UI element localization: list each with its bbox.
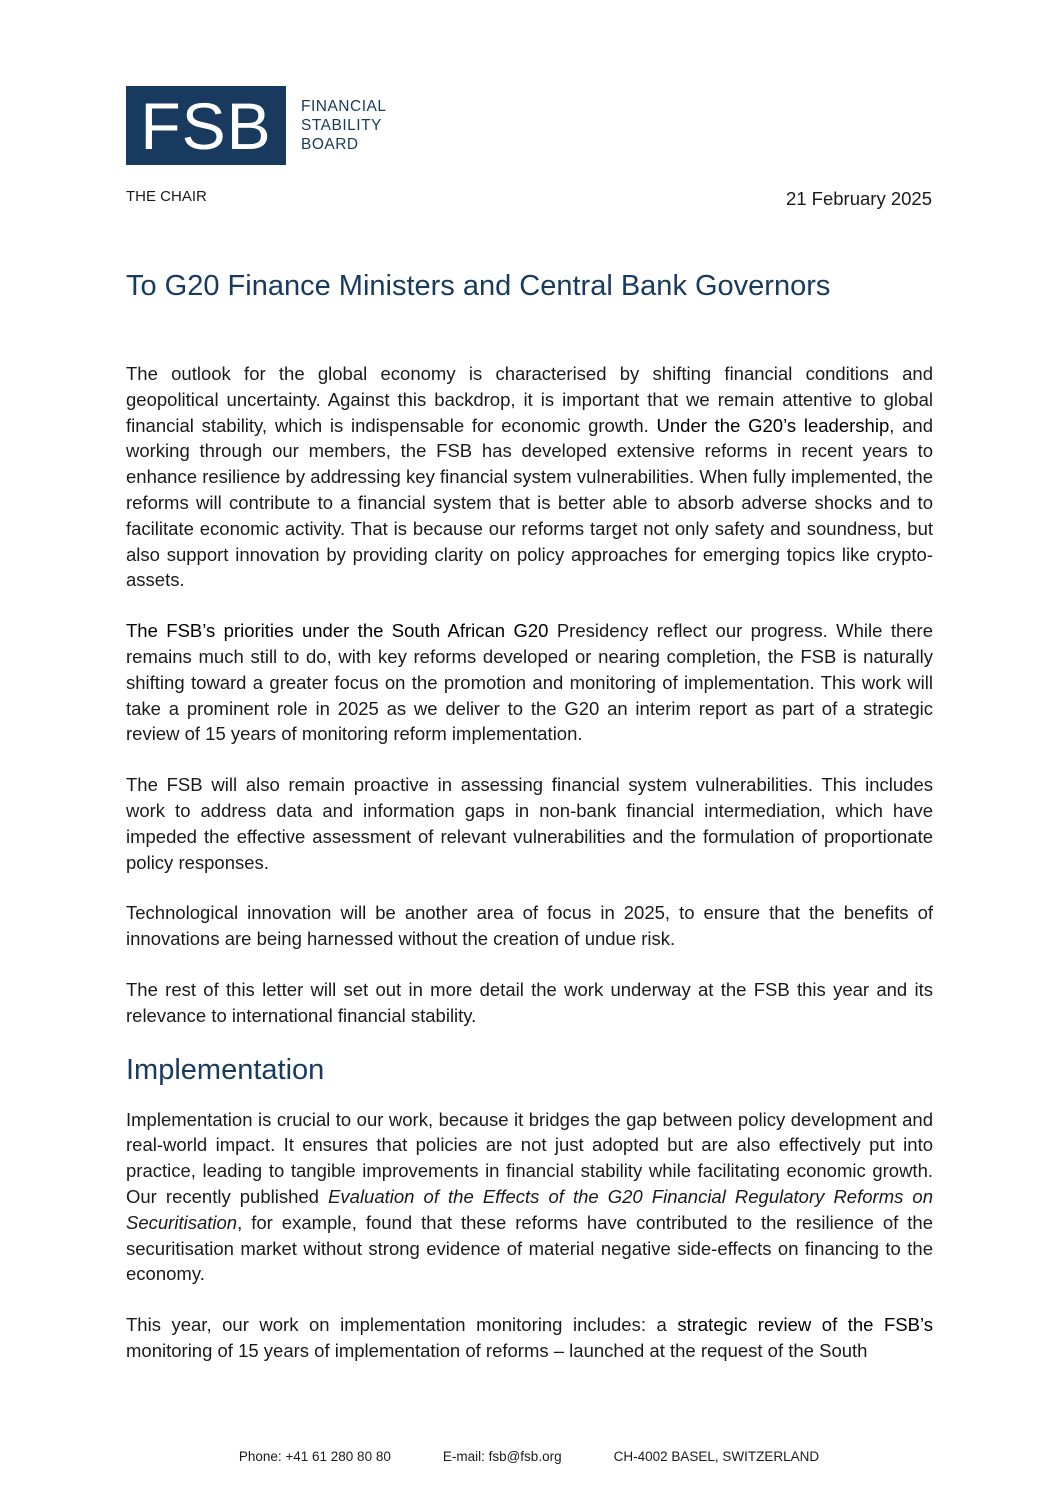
fsb-priorities-link[interactable]: The FSB’s priorities under the South African G20 (126, 620, 549, 642)
fsb-logo (126, 86, 386, 165)
paragraph-monitoring (126, 1312, 933, 1364)
footer-email[interactable]: E-mail: fsb@fsb.org (442, 1449, 562, 1464)
paragraph-text: The outlook for the global economy is characterised by shifting financial conditions and geopolitical uncertainty. Against this backdrop, it is important that we remain attentive to global financial stability, which is indispensable for economic growth. (126, 363, 933, 436)
paragraph-text: Presidency reflect our progress. While there remains much still to do, with key reforms developed or nearing completion, the FSB is naturally shifting toward a greater focus on the promotion and monitoring of implementation. This work will take a prominent role in 2025 as we deliver to the G20 an interim report as part of a strategic review of 15 years of monitoring reform implementation. (126, 620, 933, 745)
paragraph-text: monitoring of 15 years of implementation of reforms – launched at the request of the South (126, 1339, 868, 1361)
logo-line-1: FINANCIAL (301, 98, 387, 115)
letter-date: 21 February 2025 (785, 188, 932, 209)
g20-leadership-link[interactable]: Under the G20’s leadership (656, 414, 890, 436)
paragraph-rest: The rest of this letter will set out in more detail the work underway at the FSB this year and its relevance to international financial stability. (126, 978, 933, 1026)
evaluation-report-title: Evaluation of the Effects of the G20 Financial Regulatory Reforms on Securitisation (126, 1185, 934, 1233)
logo-mark: FSB (126, 86, 286, 165)
paragraph-implementation (126, 1107, 933, 1288)
logo-line-3: BOARD (301, 136, 359, 153)
paragraph-priorities (126, 618, 933, 747)
section-heading-implementation: Implementation (126, 1053, 325, 1086)
page-footer (0, 1449, 1058, 1464)
paragraph-text: Implementation is crucial to our work, because it bridges the gap between policy development and real-world impact. It ensures that policies are not just adopted but are also effectively put into practice, leading to tangible improvements in financial stability while facilitating economic growth. Our recently published (126, 1108, 933, 1207)
footer-phone: Phone: +41 61 280 80 80 (238, 1449, 391, 1464)
letter-title: To G20 Finance Ministers and Central Bank Governors (126, 270, 831, 302)
footer-address: CH-4002 BASEL, SWITZERLAND (613, 1449, 820, 1464)
paragraph-text: This year, our work on implementation monitoring includes: a (126, 1314, 678, 1336)
paragraph-text: , for example, found that these reforms have contributed to the resilience of the securitisation market without strong evidence of material negative side-effects on financing to the economy. (126, 1211, 933, 1285)
paragraph-text: , and working through our members, the FSB has developed extensive reforms in recent years to enhance resilience by addressing key financial system vulnerabilities. When fully implemented, the reforms will contribute to a financial system that is better able to absorb adverse shocks and to facilitate economic activity. That is because our reforms target not only safety and soundness, but also support innovation by providing clarity on policy approaches for emerging topics like crypto-assets. (126, 414, 933, 591)
strategic-review-link[interactable]: strategic review of the FSB’s (677, 1314, 933, 1336)
logo-line-2: STABILITY (301, 117, 382, 134)
paragraph-outlook (126, 361, 933, 593)
logo-wordmark (301, 97, 386, 154)
paragraph-innovation: Technological innovation will be another area of focus in 2025, to ensure that the benefits of innovations are being harnessed without the creation of undue risk. (126, 902, 933, 950)
letter-body (126, 361, 933, 1389)
paragraph-vulnerabilities: The FSB will also remain proactive in assessing financial system vulnerabilities. This includes work to address data and information gaps in non-bank financial intermediation, which have impeded the effective assessment of relevant vulnerabilities and the formulation of proportionate policy responses. (126, 774, 933, 873)
sender-role: THE CHAIR (126, 188, 207, 205)
